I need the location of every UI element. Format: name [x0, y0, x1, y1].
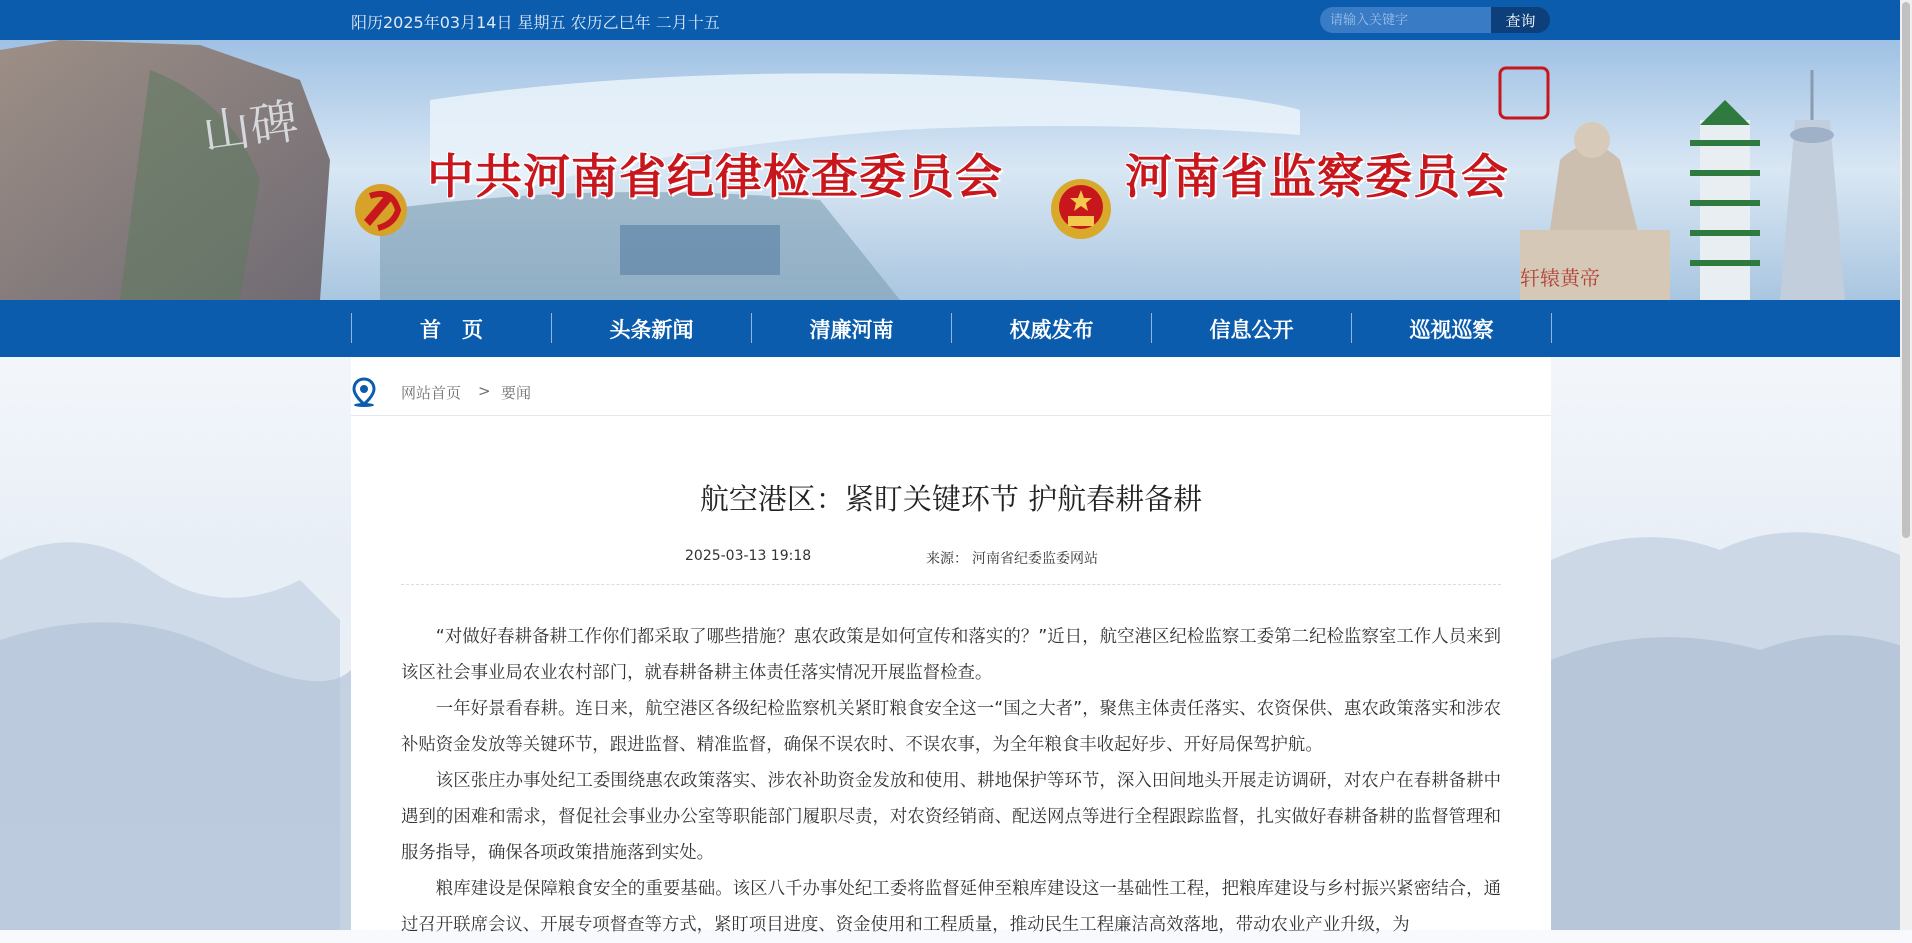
article-paragraph: 粮库建设是保障粮食安全的重要基础。该区八千办事处纪工委将监督延伸至粮库建设这一基础性工程，把粮库建设与乡村振兴紧密结合，通过召开联席会议、开展专项督查等方式，紧盯项目进度、资金使用和工程质量，推动民生工程廉洁高效落地，带动农业产业升级，为 — [401, 879, 1501, 935]
article-body — [401, 619, 1501, 943]
meta-divider — [401, 584, 1501, 585]
article-title: 航空港区：紧盯关键环节 护航春耕备耕 — [699, 482, 1203, 516]
breadcrumb-home-link[interactable]: 网站首页 — [401, 384, 462, 402]
scrollbar-thumb[interactable] — [1902, 2, 1910, 538]
location-pin-icon — [351, 377, 377, 407]
party-emblem-icon — [352, 180, 410, 240]
nav-items — [351, 300, 1552, 357]
banner-title-left: 中共河南省纪律检查委员会 — [427, 150, 1003, 205]
main-nav — [0, 300, 1900, 357]
article-source: 河南省纪委监委网站 — [972, 551, 1098, 567]
article-paragraph: 该区张庄办事处纪工委围绕惠农政策落实、涉农补助资金发放和使用、耕地保护等环节，深入田间地头开展走访调研，对农户在春耕备耕中遇到的困难和需求，督促社会事业办公室等职能部门履职尽责，对农资经销商、配送网点等进行全程跟踪监督，扎实做好春耕备耕的监督管理和服务指导，确保各项政策措施落到实处。 — [401, 771, 1501, 863]
nav-item-clean-henan[interactable]: 清廉河南 — [809, 317, 894, 342]
search-button[interactable]: 查询 — [1491, 7, 1550, 33]
article-date: 2025-03-13 19:18 — [685, 548, 812, 564]
statue-inscription: 轩辕黄帝 — [1520, 266, 1600, 290]
breadcrumb-current-link[interactable]: 要闻 — [501, 384, 532, 402]
banner-title-right: 河南省监察委员会 — [1125, 150, 1509, 205]
nav-item-info-disclosure[interactable]: 信息公开 — [1209, 317, 1294, 342]
article-paragraph: “对做好春耕备耕工作你们都采取了哪些措施？惠农政策是如何宣传和落实的？”近日，航空港区纪检监察工委第二纪检监察室工作人员来到该区社会事业局农业农村部门，就春耕备耕主体责任落实情况开展监督检查。 — [401, 627, 1501, 683]
page-scrollbar[interactable] — [1900, 0, 1912, 930]
nav-item-inspection[interactable]: 巡视巡察 — [1409, 317, 1494, 342]
nav-divider — [1551, 313, 1552, 343]
breadcrumb-separator: > — [478, 382, 491, 400]
nav-item-official-release[interactable]: 权威发布 — [1009, 317, 1094, 342]
calendar-date: 阳历2025年03月14日 星期五 农历乙巳年 二月十五 — [351, 13, 720, 32]
article-container — [351, 357, 1551, 935]
pagoda — [1690, 100, 1760, 300]
article-paragraph: 一年好景看春耕。连日来，航空港区各级纪检监察机关紧盯粮食安全这一“国之大者”，聚焦主体责任落实、农资保供、惠农政策落实和涉农补贴资金发放等关键环节，跟进监督、精准监督，确保不误农时、不误农事，为全年粮食丰收起好步、开好局保驾护航。 — [401, 699, 1501, 755]
top-bar — [0, 0, 1900, 40]
header-banner — [0, 40, 1900, 300]
search-input[interactable] — [1320, 7, 1491, 33]
search-box — [1320, 7, 1550, 33]
nav-item-headlines[interactable]: 头条新闻 — [609, 317, 694, 342]
stone-inscription: 山碑 — [198, 93, 302, 162]
breadcrumb — [351, 357, 1551, 416]
nav-item-home[interactable]: 首 页 — [420, 317, 483, 342]
article-source-label: 来源： — [926, 551, 968, 567]
national-emblem-icon — [1050, 176, 1112, 242]
